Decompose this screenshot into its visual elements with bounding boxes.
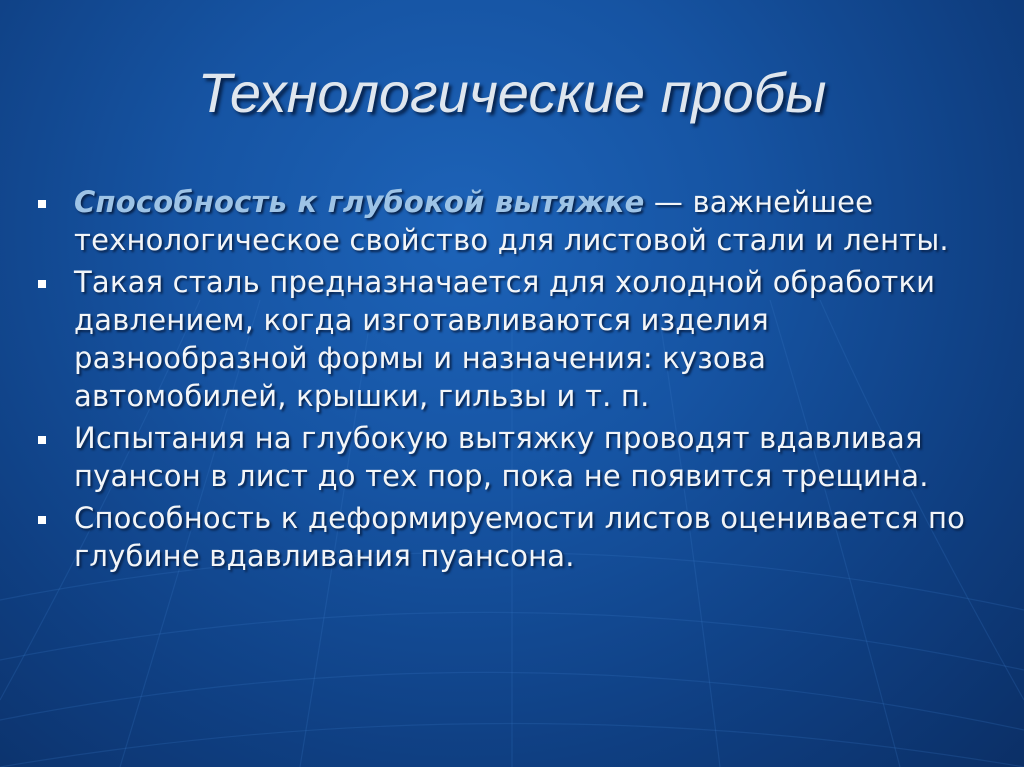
square-bullet-icon	[38, 436, 46, 444]
bullet-text	[74, 185, 949, 257]
bullet-text: Испытания на глубокую вытяжку проводят вдавливая пуансон в лист до тех пор, пока не появится трещина.	[74, 421, 929, 493]
bullet-body: — важнейшее технологическое свойство для листовой стали и ленты.	[74, 185, 949, 257]
bullet-item	[38, 419, 968, 495]
bullet-text: Такая сталь предназначается для холодной обработки давлением, когда изготавливаются изделия разнообразной формы и назначения: кузова автомобилей, крышки, гильзы и т. п.	[74, 265, 936, 413]
square-bullet-icon	[38, 516, 46, 524]
emphasized-term: Способность к глубокой вытяжке	[74, 185, 645, 219]
bullet-text: Способность к деформируемости листов оценивается по глубине вдавливания пуансона.	[74, 501, 966, 573]
bullet-item	[38, 499, 968, 575]
square-bullet-icon	[38, 280, 46, 288]
bullet-item	[38, 263, 968, 415]
bullet-item	[38, 183, 968, 259]
slide-title: Технологические пробы	[197, 61, 827, 124]
bullet-list	[38, 183, 968, 579]
square-bullet-icon	[38, 200, 46, 208]
